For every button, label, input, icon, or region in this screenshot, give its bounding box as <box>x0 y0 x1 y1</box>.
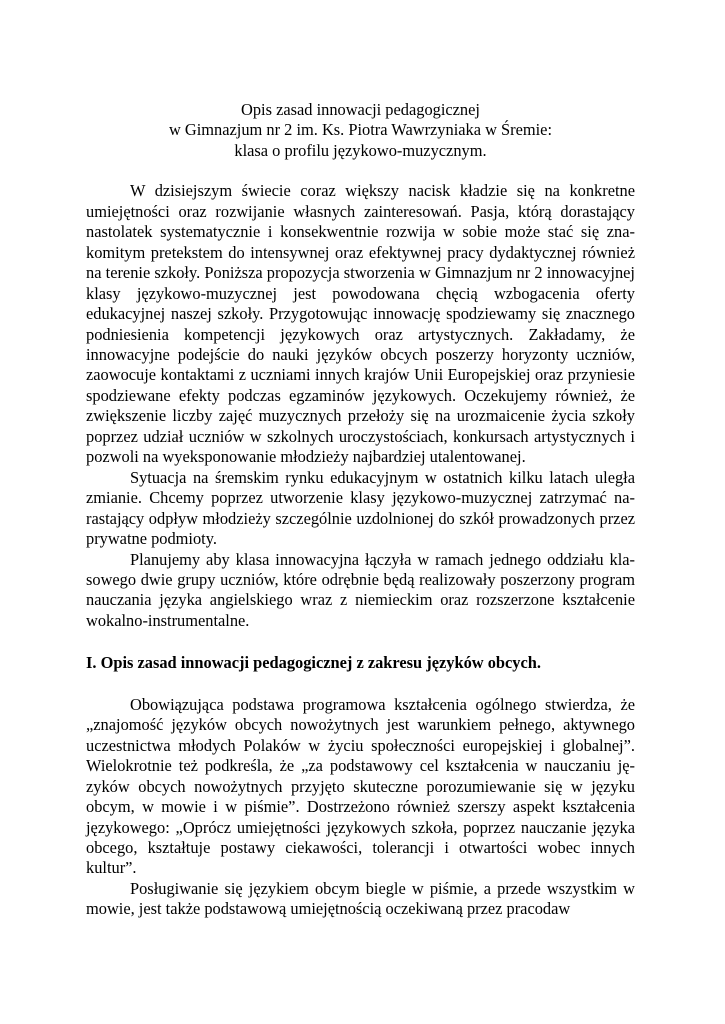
title-line-3: klasa o profilu językowo-muzycznym. <box>234 140 487 160</box>
title-line-1: Opis zasad innowacji pedagogicznej <box>241 100 480 119</box>
intro-paragraph-1: W dzisiejszym świecie coraz większy nacisk kładzie się na konkretne umiejętności oraz rozwijanie własnych zainteresowań. Pasja, którą dorastający nastolatek systematycznie i konsekwentnie rozwija w sobie może stać się znakomitym pretekstem do intensywnej oraz efektywnej pracy dydaktycznej również na terenie szkoły. Poniższa propozycja stworzenia w Gimnazjum nr 2 innowacyjnej klasy językowo-muzycznej jest powodowana chęcią wzbogacenia oferty edukacyjnej naszej szkoły. Przygotowując innowację spodziewamy się znacznego podniesienia kompetencji językowych oraz artystycznych. Zakładamy, że innowacyjne podejście do nauki języków obcych poszerzy horyzonty uczniów, zaowocuje kontaktami z uczniami innych krajów Unii Europejskiej oraz przyniesie spodziewane efekty podczas egzaminów językowych. Oczekujemy również, że zwiększenie liczby zajęć muzycznych przełoży się na urozmaicenie życia szkoły poprzez udział uczniów w szkolnych uroczystościach, konkursach artystycznych i pozwoli na wyeksponowanie młodzieży najbardziej utalentowanej. <box>86 181 635 467</box>
document-title <box>86 100 635 161</box>
spacer <box>86 161 635 181</box>
intro-paragraph-3: Planujemy aby klasa innowacyjna łączyła w ramach jednego oddziału klasowego dwie grupy uczniów, które odrębnie będą realizowały poszerzony program nauczania języka angielskiego wraz z niemieckim oraz rozszerzone kształcenie wokalno-instrumentalne. <box>86 549 635 630</box>
section-paragraph-1: Obowiązująca podstawa programowa kształcenia ogólnego stwierdza, że „znajomość języków obcych nowożytnych jest warunkiem pełnego, aktywnego uczestnictwa młodych Polaków w życiu społeczności europejskiej i globalnej”. Wielokrotnie też podkreśla, że „za podstawowy cel kształcenia w nauczaniu języków obcych nowożytnych przyjęto skuteczne porozumiewanie się w języku obcym, w mowie i w piśmie”. Dostrzeżono również szerszy aspekt kształcenia językowego: „Oprócz umiejętności językowych szkoła, poprzez nauczanie języka obcego, kształtuje postawy ciekawości, tolerancji i otwartości wobec innych kultur”. <box>86 694 635 878</box>
document-page <box>86 100 635 920</box>
section-heading: I. Opis zasad innowacji pedagogicznej z zakresu języków obcych. <box>86 653 541 673</box>
section-paragraph-2: Posługiwanie się językiem obcym biegle w piśmie, a przede wszystkim w mowie, jest także podstawową umiejętnością oczekiwaną przez pracodaw <box>86 878 635 919</box>
title-line-2: w Gimnazjum nr 2 im. Ks. Piotra Wawrzyniaka w Śremie: <box>168 120 553 140</box>
intro-paragraph-2: Sytuacja na śremskim rynku edukacyjnym w ostatnich kilku latach uległa zmianie. Chcemy poprzez utworzenie klasy językowo-muzycznej zatrzymać narastający odpływ młodzieży szczególnie uzdolnionej do szkół prowadzonych przez prywatne podmioty. <box>86 467 635 549</box>
